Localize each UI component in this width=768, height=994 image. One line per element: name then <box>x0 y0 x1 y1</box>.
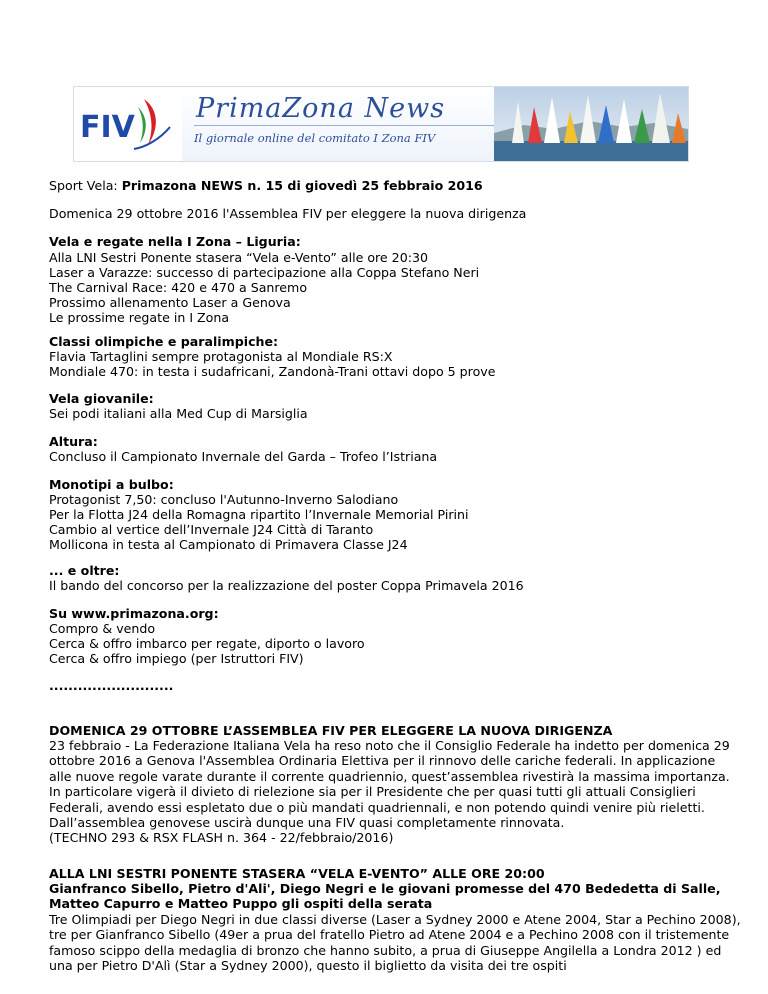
section-title-primazona-org: Su www.primazona.org: <box>49 606 219 621</box>
list-item: Cambio al vertice dell’Invernale J24 Città di Taranto <box>49 522 374 537</box>
list-item: Mollicona in testa al Campionato di Primavera Classe J24 <box>49 537 408 552</box>
article-1-title: DOMENICA 29 OTTOBRE L’ASSEMBLEA FIV PER ELEGGERE LA NUOVA DIRIGENZA <box>49 723 613 738</box>
banner-subtitle: Il giornale online del comitato I Zona FIV <box>194 131 436 145</box>
fiv-logo-sail-red <box>144 99 156 145</box>
article-1-body: 23 febbraio - La Federazione Italiana Vela ha reso noto che il Consiglio Federale ha indetto per domenica 29 ottobre 2016 a Genova l'Assemblea Ordinaria Elettiva per il rinnovo delle cariche federali. In applicazione alle nuove regole varate durante il corrente quadriennio, quest’assemblea rivestirà la massima importanza. In particolare vigerà il divieto di rielezione sia per il Presidente che per quasi tutti gli attuali Consiglieri Federali, avendo essi espletato due o più mandati quadriennali, e non potendo quindi venire più rieletti. Dall’assemblea genovese uscirà dunque una FIV quasi completamente rinnovata. <box>49 738 730 831</box>
primazona-banner <box>73 86 689 162</box>
article-2-title: ALLA LNI SESTRI PONENTE STASERA “VELA E-VENTO” ALLE ORE 20:00 <box>49 866 545 881</box>
list-item: Cerca & offro imbarco per regate, diporto o lavoro <box>49 636 365 651</box>
issue-title: Primazona NEWS n. 15 di giovedì 25 febbraio 2016 <box>121 178 483 193</box>
article-2-subtitle: Gianfranco Sibello, Pietro d'Ali', Diego Negri e le giovani promesse del 470 Bededetta di Salle, Matteo Capurro e Matteo Puppo gli ospiti della serata <box>49 881 721 912</box>
fiv-logo <box>74 87 180 161</box>
list-item: Concluso il Campionato Invernale del Garda – Trofeo l’Istriana <box>49 449 438 464</box>
list-item: Compro & vendo <box>49 621 156 636</box>
section-title-giovanile: Vela giovanile: <box>49 391 154 406</box>
banner-title-area <box>182 87 496 161</box>
list-item: Alla LNI Sestri Ponente stasera “Vela e-Vento” alle ore 20:30 <box>49 250 428 265</box>
photo-sea <box>494 141 688 161</box>
section-title-olimpiche: Classi olimpiche e paralimpiche: <box>49 334 279 349</box>
list-item: Le prossime regate in I Zona <box>49 310 230 325</box>
list-item: Flavia Tartaglini sempre protagonista al Mondiale RS:X <box>49 349 393 364</box>
list-item: Prossimo allenamento Laser a Genova <box>49 295 291 310</box>
article-2-body: Tre Olimpiadi per Diego Negri in due classi diverse (Laser a Sydney 2000 e Atene 2004, Star a Pechino 2008), tre per Gianfranco Sibello (49er a prua del fratello Pietro ad Atene 2004 e a Pechino 2008 con il tristemente famoso scippo della medaglia di bronzo che hanno subito, a prua di Giuseppe Angilella a Londra 2012 ) ed una per Pietro D'Alì (Star a Sydney 2000), questo il biglietto da visita dei tre ospiti <box>49 912 741 974</box>
headline: Domenica 29 ottobre 2016 l'Assemblea FIV per eleggere la nuova dirigenza <box>49 206 527 221</box>
list-item: Laser a Varazze: successo di partecipazione alla Coppa Stefano Neri <box>49 265 480 280</box>
banner-title: PrimaZona News <box>196 93 446 124</box>
issue-label: Sport Vela: <box>49 178 118 193</box>
fiv-logo-sail-green <box>138 107 146 143</box>
list-item: Sei podi italiani alla Med Cup di Marsiglia <box>49 406 308 421</box>
list-item: Per la Flotta J24 della Romagna ripartito l’Invernale Memorial Pirini <box>49 507 469 522</box>
article-1-source: (TECHNO 293 & RSX FLASH n. 364 - 22/febbraio/2016) <box>49 830 394 845</box>
separator: .......................... <box>49 678 174 693</box>
section-title-monotipi: Monotipi a bulbo: <box>49 477 174 492</box>
list-item: Protagonist 7,50: concluso l'Autunno-Inverno Salodiano <box>49 492 399 507</box>
banner-rule <box>194 125 494 126</box>
section-title-altura: Altura: <box>49 434 98 449</box>
issue-line <box>49 178 483 194</box>
list-item: The Carnival Race: 420 e 470 a Sanremo <box>49 280 308 295</box>
section-title-liguria: Vela e regate nella I Zona – Liguria: <box>49 234 301 249</box>
fiv-logo-text: FIV <box>80 110 135 145</box>
section-title-oltre: ... e oltre: <box>49 563 120 578</box>
list-item: Mondiale 470: in testa i sudafricani, Zandonà-Trani ottavi dopo 5 prove <box>49 364 496 379</box>
list-item: Il bando del concorso per la realizzazione del poster Coppa Primavela 2016 <box>49 578 524 593</box>
list-item: Cerca & offro impiego (per Istruttori FIV) <box>49 651 304 666</box>
regatta-photo <box>494 87 688 161</box>
